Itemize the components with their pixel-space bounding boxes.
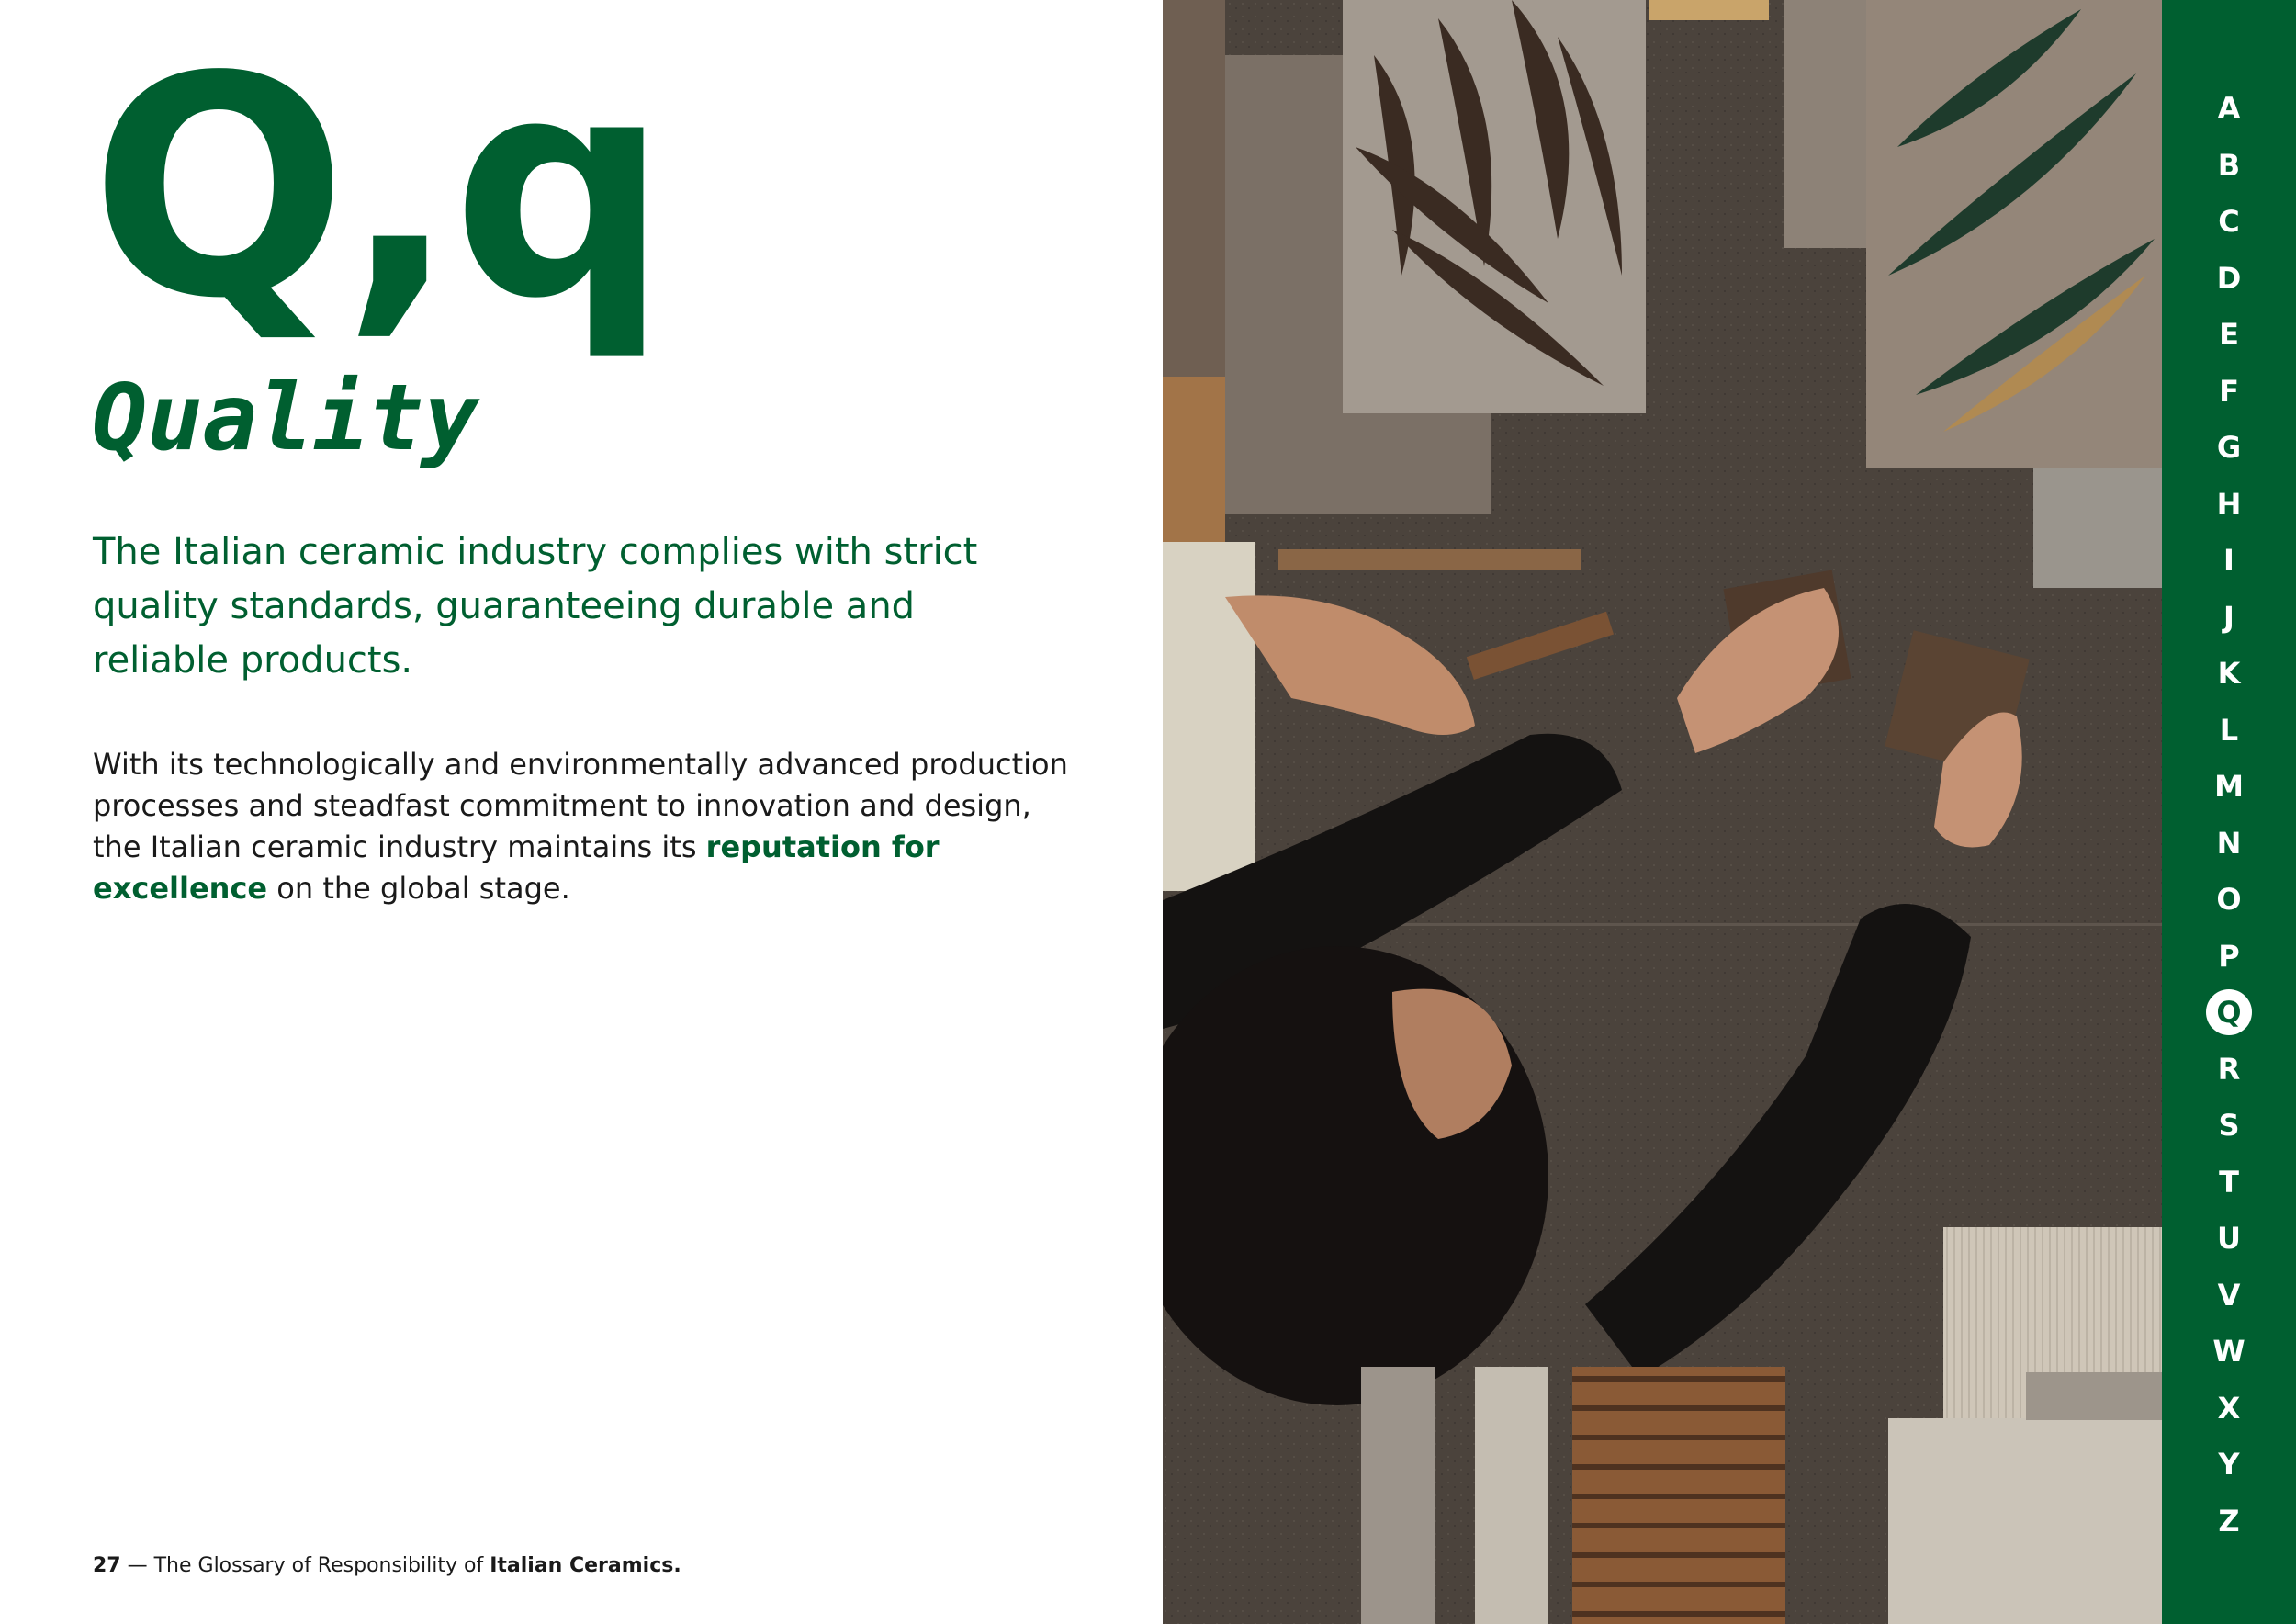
alphabet-letter-u[interactable] (2162, 1212, 2296, 1264)
alphabet-letter-d[interactable] (2162, 253, 2296, 304)
alphabet-letter-j[interactable] (2162, 592, 2296, 643)
alphabet-letter-i[interactable] (2162, 535, 2296, 586)
alphabet-letter-label: D (2216, 260, 2242, 296)
alphabet-letter-label: Y (2218, 1447, 2240, 1482)
alphabet-letter-label: L (2219, 712, 2239, 748)
alphabet-letter-y[interactable] (2162, 1438, 2296, 1490)
alphabet-letter-g[interactable] (2162, 422, 2296, 473)
alphabet-letter-label: B (2217, 147, 2241, 183)
alphabet-letter-c[interactable] (2162, 196, 2296, 247)
alphabet-letter-m[interactable] (2162, 761, 2296, 812)
alphabet-letter-label: F (2219, 373, 2239, 409)
alphabet-letter-label: O (2216, 882, 2242, 917)
alphabet-letter-label: V (2217, 1277, 2241, 1313)
alphabet-letter-label: T (2219, 1164, 2239, 1200)
alphabet-letter-label: J (2223, 599, 2234, 635)
body-highlight: reputation for excellence (93, 829, 940, 906)
alphabet-letter-label: M (2214, 769, 2244, 804)
alphabet-letter-q[interactable] (2162, 987, 2296, 1038)
body-text-end: on the global stage. (267, 871, 570, 906)
alphabet-letter-t[interactable] (2162, 1156, 2296, 1208)
page-footer (93, 1554, 681, 1577)
alphabet-letter-label: I (2223, 543, 2234, 578)
alphabet-letter-f[interactable] (2162, 366, 2296, 417)
footer-separator: — The Glossary of Responsibility of (120, 1554, 490, 1577)
alphabet-letter-w[interactable] (2162, 1325, 2296, 1377)
lead-paragraph: The Italian ceramic industry complies with strict quality standards, guaranteeing durable and reliable products. (93, 531, 978, 682)
alphabet-letter-label: Q (2206, 989, 2252, 1035)
alphabet-letter-label: G (2216, 430, 2242, 465)
alphabet-letter-label: N (2216, 825, 2242, 861)
alphabet-letter-a[interactable] (2162, 83, 2296, 134)
alphabet-letter-e[interactable] (2162, 309, 2296, 360)
alphabet-letter-k[interactable] (2162, 648, 2296, 699)
alphabet-letter-z[interactable] (2162, 1495, 2296, 1547)
alphabet-letter-label: S (2218, 1108, 2240, 1143)
alphabet-letter-label: P (2218, 938, 2240, 974)
alphabet-letter-label: U (2217, 1221, 2241, 1256)
ceramic-samples-photo (1163, 0, 2162, 1624)
alphabet-letter-label: R (2217, 1051, 2241, 1087)
alphabet-letter-label: C (2218, 204, 2240, 239)
alphabet-letter-label: K (2217, 656, 2241, 691)
body-paragraph (93, 744, 1085, 909)
alphabet-letter-s[interactable] (2162, 1100, 2296, 1151)
alphabet-letter-label: H (2216, 486, 2242, 522)
photo-illustration (1163, 0, 2162, 1624)
alphabet-letter-label: A (2217, 91, 2241, 126)
alphabet-letter-h[interactable] (2162, 479, 2296, 530)
alphabet-letter-label: E (2219, 317, 2239, 352)
alphabet-letter-r[interactable] (2162, 1043, 2296, 1095)
alphabet-letter-b[interactable] (2162, 140, 2296, 191)
page-number: 27 (93, 1554, 121, 1577)
alphabet-letter-x[interactable] (2162, 1382, 2296, 1434)
glossary-letter: Q,q (90, 12, 664, 365)
alphabet-letter-o[interactable] (2162, 874, 2296, 925)
alphabet-letter-l[interactable] (2162, 705, 2296, 756)
alphabet-index (2162, 0, 2296, 1624)
body-text-start: With its technologically and environmentally advanced production processes and steadfast commitment to innovation and design, the Italian ceramic industry maintains its (93, 747, 1068, 864)
glossary-term: Quality (92, 364, 479, 471)
alphabet-letter-label: W (2212, 1334, 2245, 1369)
publication-title: Italian Ceramics. (490, 1554, 681, 1577)
alphabet-letter-p[interactable] (2162, 930, 2296, 982)
alphabet-letter-label: Z (2218, 1503, 2240, 1539)
alphabet-letter-n[interactable] (2162, 818, 2296, 869)
alphabet-letter-v[interactable] (2162, 1269, 2296, 1321)
alphabet-letter-label: X (2217, 1390, 2241, 1426)
